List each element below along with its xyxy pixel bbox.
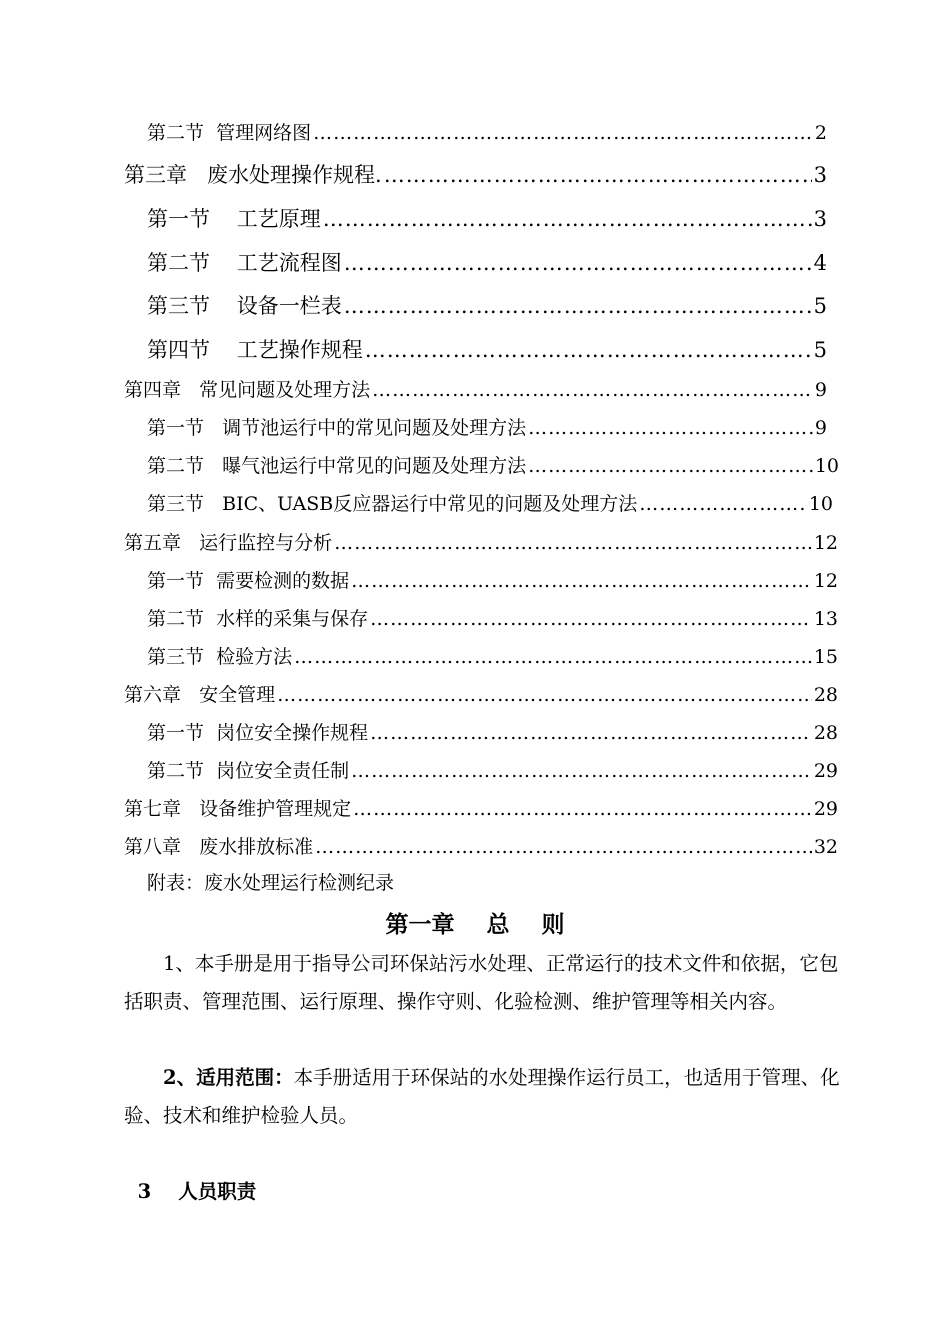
toc-page: 2 bbox=[814, 122, 827, 144]
toc-page: 12 bbox=[813, 570, 838, 592]
toc-label: 第一节 岗位安全操作规程 bbox=[147, 722, 369, 744]
paragraph-1-text: 1、本手册是用于指导公司环保站污水处理、正常运行的技术文件和依据，它包括职责、管理范围、运行原理、操作守则、化验检测、维护管理等相关内容。 bbox=[124, 952, 839, 1013]
toc-entry[interactable] bbox=[124, 159, 827, 189]
toc-entry[interactable] bbox=[147, 413, 827, 440]
paragraph-2 bbox=[124, 1059, 840, 1135]
toc-page: 29 bbox=[813, 760, 838, 782]
toc-leader bbox=[334, 532, 812, 554]
toc-page: 13 bbox=[813, 608, 838, 630]
toc-page: 4 bbox=[813, 251, 827, 275]
toc-label: 第三节 设备一栏表 bbox=[147, 294, 342, 318]
toc-entry[interactable] bbox=[147, 334, 827, 364]
toc-leader bbox=[528, 417, 813, 439]
toc-leader bbox=[639, 493, 807, 515]
toc-page: 12 bbox=[813, 532, 838, 554]
toc-page: 9 bbox=[814, 417, 827, 439]
toc-entry[interactable] bbox=[147, 489, 833, 516]
paragraph-1 bbox=[124, 945, 840, 1021]
toc-page: 29 bbox=[813, 798, 838, 820]
toc-entry[interactable] bbox=[147, 566, 838, 593]
toc-entry[interactable] bbox=[124, 832, 838, 859]
paragraph-2-label: 2、适用范围： bbox=[163, 1066, 294, 1089]
toc-leader bbox=[370, 608, 812, 630]
toc-entry[interactable] bbox=[147, 718, 838, 745]
toc-leader bbox=[277, 684, 812, 706]
paragraph-2-text: 本手册适用于环保站的水处理操作运行员工，也适用于管理、化验、技术和维护检验人员。 bbox=[124, 1066, 840, 1127]
toc-label: 第四章 常见问题及处理方法 bbox=[124, 379, 371, 401]
toc-entry[interactable] bbox=[147, 247, 827, 277]
toc-label: 第一节 调节池运行中的常见问题及处理方法 bbox=[147, 417, 527, 439]
toc-leader bbox=[344, 294, 812, 318]
toc-page: 28 bbox=[813, 684, 838, 706]
toc-page: 32 bbox=[813, 836, 838, 858]
toc-leader bbox=[528, 455, 813, 477]
toc-page: 10 bbox=[814, 455, 839, 477]
toc-leader bbox=[351, 570, 812, 592]
toc-page: 10 bbox=[808, 493, 833, 515]
paragraph-3-text: 3 人员职责 bbox=[137, 1180, 257, 1203]
toc-leader bbox=[384, 163, 812, 187]
toc-page: 28 bbox=[813, 722, 838, 744]
toc-entry[interactable] bbox=[147, 642, 838, 669]
toc-label: 第二节 工艺流程图 bbox=[147, 251, 342, 275]
toc-label: 第四节 工艺操作规程 bbox=[147, 338, 363, 362]
toc-leader bbox=[294, 646, 812, 668]
toc-label: 第三章 废水处理操作规程. bbox=[124, 163, 382, 187]
toc-label: 第一节 工艺原理 bbox=[147, 207, 321, 231]
toc-label: 第八章 废水排放标准 bbox=[124, 836, 314, 858]
toc-entry[interactable] bbox=[124, 794, 838, 821]
toc-entry[interactable] bbox=[124, 375, 827, 402]
toc-label: 第二节 岗位安全责任制 bbox=[147, 760, 350, 782]
toc-label: 第二节 水样的采集与保存 bbox=[147, 608, 369, 630]
toc-page: 15 bbox=[813, 646, 838, 668]
toc-label: 第六章 安全管理 bbox=[124, 684, 276, 706]
toc-entry[interactable] bbox=[147, 451, 839, 478]
paragraph-3 bbox=[124, 1135, 840, 1211]
toc-leader bbox=[353, 798, 812, 820]
toc-leader bbox=[351, 760, 812, 782]
toc-entry[interactable] bbox=[124, 528, 838, 555]
toc-leader bbox=[313, 122, 813, 144]
toc-page: 3 bbox=[813, 207, 827, 231]
toc-page: 5 bbox=[813, 294, 827, 318]
toc-label: 第七章 设备维护管理规定 bbox=[124, 798, 352, 820]
toc-leader bbox=[372, 379, 813, 401]
toc-label: 第三节 检验方法 bbox=[147, 646, 293, 668]
toc-label: 第五章 运行监控与分析 bbox=[124, 532, 333, 554]
toc-entry[interactable] bbox=[147, 203, 827, 233]
toc-leader bbox=[323, 207, 812, 231]
toc-leader bbox=[315, 836, 812, 858]
toc-entry[interactable] bbox=[147, 290, 827, 320]
toc-leader bbox=[370, 722, 812, 744]
appendix-entry: 附表：废水处理运行检测纪录 bbox=[147, 872, 395, 894]
toc-leader bbox=[344, 251, 812, 275]
toc-entry[interactable] bbox=[124, 680, 838, 707]
toc-label: 第二节 曝气池运行中常见的问题及处理方法 bbox=[147, 455, 527, 477]
toc-entry[interactable] bbox=[147, 604, 838, 631]
toc-entry[interactable] bbox=[147, 756, 838, 783]
toc-entry[interactable] bbox=[147, 118, 827, 145]
toc-label: 第三节 BIC、UASB反应器运行中常见的问题及处理方法 bbox=[147, 493, 638, 515]
chapter-heading: 第一章 总 则 bbox=[385, 911, 565, 938]
toc-page: 9 bbox=[814, 379, 827, 401]
toc-leader bbox=[365, 338, 812, 362]
toc-label: 第一节 需要检测的数据 bbox=[147, 570, 350, 592]
toc-page: 5 bbox=[813, 338, 827, 362]
toc-label: 第二节 管理网络图 bbox=[147, 122, 312, 144]
toc-page: 3 bbox=[813, 163, 827, 187]
